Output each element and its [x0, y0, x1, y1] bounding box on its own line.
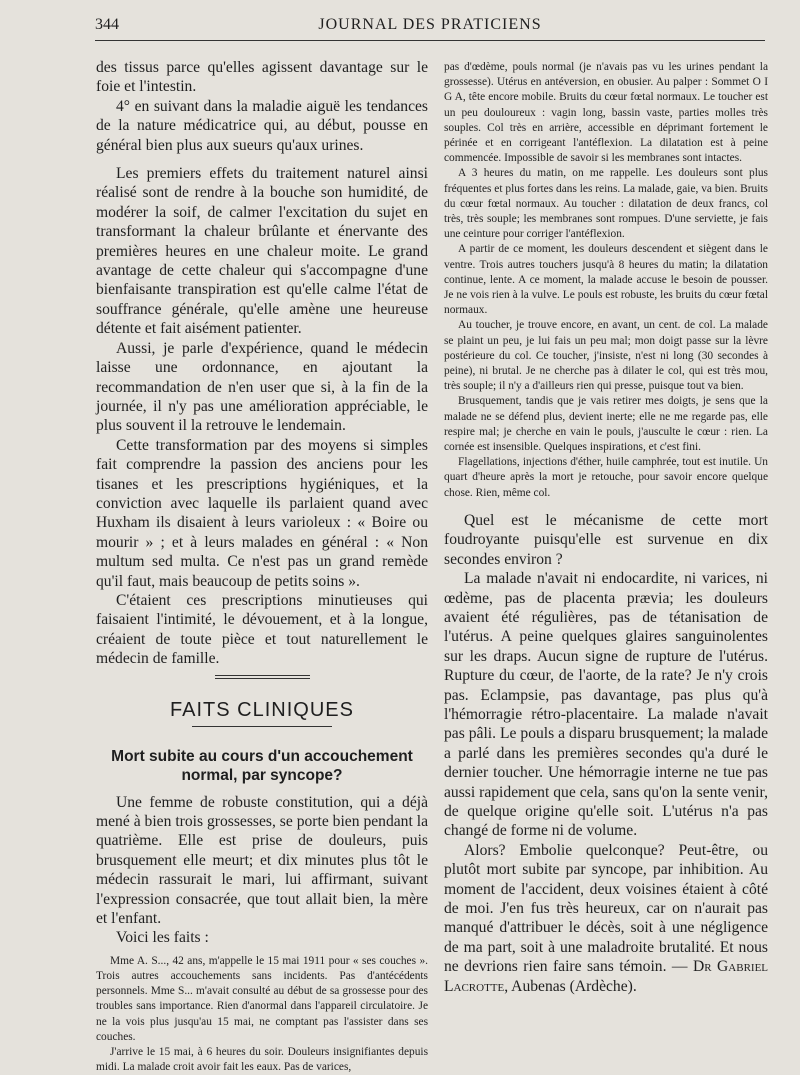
- case-note: pas d'œdème, pouls normal (je n'avais pas vu les urines pendant la grossesse). Utérus en antéversion, en obusier. Au palper : Sommet O I G A, tête encore mobile. Bruits du cœur fœtal normaux. Le toucher est un peu douloureux : vagin long, bassin vaste, parties molles très souples. Col très en arrière, accessible en déprimant fortement le périnée et en corrigeant l'antéflexion. La dilatation est à peine commencée. Impossible de savoir si les membranes sont intactes.: [444, 61, 768, 165]
- paragraph: Une femme de robuste constitution, qui a déjà mené à bien trois grossesses, se porte bien pendant la quatrième. Elle est prise de douleurs, puis brusquement elle meurt; et dix minutes plus tôt le médecin rassurait le mari, lui affirmant, suivant l'expression consacrée, que tout allait bien, la mère et l'enfant.: [96, 793, 428, 928]
- paragraph: Voici les faits :: [116, 929, 209, 947]
- left-column: [96, 58, 428, 1075]
- paragraph: La malade n'avait ni endocardite, ni varices, ni œdème, pas de placenta prævia; les douleurs avaient été régulières, pas de tétanisation de l'utérus. A peine quelques glaires sanguinolentes sur les draps. Aucun signe de rupture de l'utérus. Rupture du cœur, de l'aorte, de la rate? Je n'y crois pas. Eclampsie, pas davantage, pas plus qu'à l'hémorragie rétro-placentaire. La malade n'avait pas pâli. Le pouls a disparu brusquement; la malade a parlé dans les premières secondes qu'a duré le dernier toucher. Une hémorragie interne ne tue pas aussi rapidement que cela, sans qu'on la sente venir, de quelque origine qu'elle soit. L'utérus n'a pas changé de forme ni de volume.: [444, 570, 768, 840]
- case-note: Mme A. S..., 42 ans, m'appelle le 15 mai 1911 pour « ses couches ». Trois autres accouchements sans incidents. Pas d'antécédents personnels. Mme S... m'avait consulté au début de sa grossesse pour des troubles sans importance. Rien d'anormal dans l'appareil circulatoire. Je ne la vois plus jusqu'au 15 mai, ne comptant pas l'assister dans ses couches.: [96, 954, 428, 1043]
- section-underline: [192, 726, 332, 727]
- paragraph: Quel est le mécanisme de cette mort foudroyante puisqu'elle est survenue en dix secondes environ ?: [444, 511, 768, 568]
- article-title: Mort subite au cours d'un accouchement normal, par syncope?: [111, 747, 413, 784]
- page-number: 344: [95, 16, 119, 33]
- case-note: Flagellations, injections d'éther, huile camphrée, tout est inutile. Un quart d'heure après la mort je retouche, pour savoir encore quelque chose. Rien, même col.: [444, 456, 768, 499]
- paragraph: C'étaient ces prescriptions minutieuses qui faisaient l'intimité, le dévouement, et à la longue, créaient de toute pièce et tout naturellement le médecin de famille.: [96, 591, 428, 668]
- paragraph: des tissus parce qu'elles agissent davantage sur le foie et l'intestin.: [96, 59, 428, 96]
- case-note: A 3 heures du matin, on me rappelle. Les douleurs sont plus fréquentes et plus fortes dans les reins. La malade, gaie, va bien. Bruits du cœur fœtal normaux. Au toucher : dilatation de deux francs, col très, très souple; les membranes sont rompues. D'une serviette, je fais une ceinture pour corriger l'antéflexion.: [444, 167, 768, 241]
- paragraph: Les premiers effets du traitement naturel ainsi réalisé sont de rendre à la bouche son humidité, de modérer la soif, de calmer l'excitation du sujet en transformant la chaleur brûlante et énervante des premières heures en une chaleur moite. Le grand avantage de cette chaleur qui s'accompagne d'une bienfaisante transpiration est qu'elle calme l'état de souffrance générale, qu'elle amène une heureuse détente et fait aisément patienter.: [96, 165, 428, 338]
- page-header: [95, 16, 765, 38]
- case-note: Au toucher, je trouve encore, en avant, un cent. de col. La malade se plaint un peu, je lui fais un peu mal; mon doigt passe sur la lèvre postérieure du col. Ce toucher, j'insiste, n'est ni long (30 secondes à peine), ni brutal. Je ne cherche pas à dilater le col, qui est très mou, très souple; il n'y a d'ailleurs rien qui presse, puisque tout va bien.: [444, 319, 768, 393]
- section-title: FAITS CLINIQUES: [170, 698, 354, 721]
- case-note: J'arrive le 15 mai, à 6 heures du soir. Douleurs insignifiantes depuis midi. La malade croit avoir fait les eaux. Pas de varices,: [96, 1046, 428, 1074]
- author-signature: Dr Gabriel Lacrotte: [444, 958, 769, 995]
- case-note: A partir de ce moment, les douleurs descendent et siègent dans le ventre. Trois autres touchers jusqu'à 8 heures du matin; la dilatation continue, lente. A ce moment, la malade accuse le besoin de pousser. Je ne vois rien à la vulve. Le pouls est robuste, les bruits du cœur fœtal normaux.: [444, 243, 768, 317]
- section-divider: [215, 675, 310, 679]
- paragraph-text: Alors? Embolie quelconque? Peut-être, ou plutôt mort subite par syncope, par inhibition. Au moment de l'accident, deux voisines étaient à côté de moi. J'en fus très heureux, car on n'aurait pas manqué d'attribuer le décès, soit à une négligence de ma part, soit à une maladroite brutalité. Et nous ne devrions rien faire sans témoin. —: [444, 841, 768, 976]
- case-note: Brusquement, tandis que je vais retirer mes doigts, je sens que la malade ne se défend plus, devient inerte; elle ne me regarde pas, elle respire mal; je cherche en vain le pouls, j'ausculte le cœur : rien. La cornée est insensible. Quelques inspirations, et c'est fini.: [444, 395, 768, 454]
- paragraph: Cette transformation par des moyens si simples fait comprendre la passion des anciens pour les tisanes et les prescriptions hygiéniques, et la conviction avec laquelle ils parlaient quand avec Huxham ils disaient à leurs varioleux : « Boire ou mourir » ; et à leurs malades en général : « Non multum sed multa. Ce n'est pas un grand remède qu'il faut, mais beaucoup de petits soins ».: [96, 436, 428, 590]
- paragraph: 4° en suivant dans la maladie aiguë les tendances de la nature médicatrice qui, au début, pousse en général bien plus aux sueurs qu'aux urines.: [96, 97, 428, 154]
- journal-title: JOURNAL DES PRATICIENS: [318, 16, 542, 33]
- paragraph: Aussi, je parle d'expérience, quand le médecin laisse une ordonnance, en ajoutant la recommandation de n'en user que si, à la fin de la journée, il n'y pas une amélioration appréciable, le plus souvent il la retrouve le lendemain.: [96, 339, 428, 435]
- right-column: [444, 60, 768, 996]
- paragraph: [444, 841, 768, 996]
- author-place: , Aubenas (Ardèche).: [504, 977, 637, 995]
- header-rule: [95, 40, 765, 41]
